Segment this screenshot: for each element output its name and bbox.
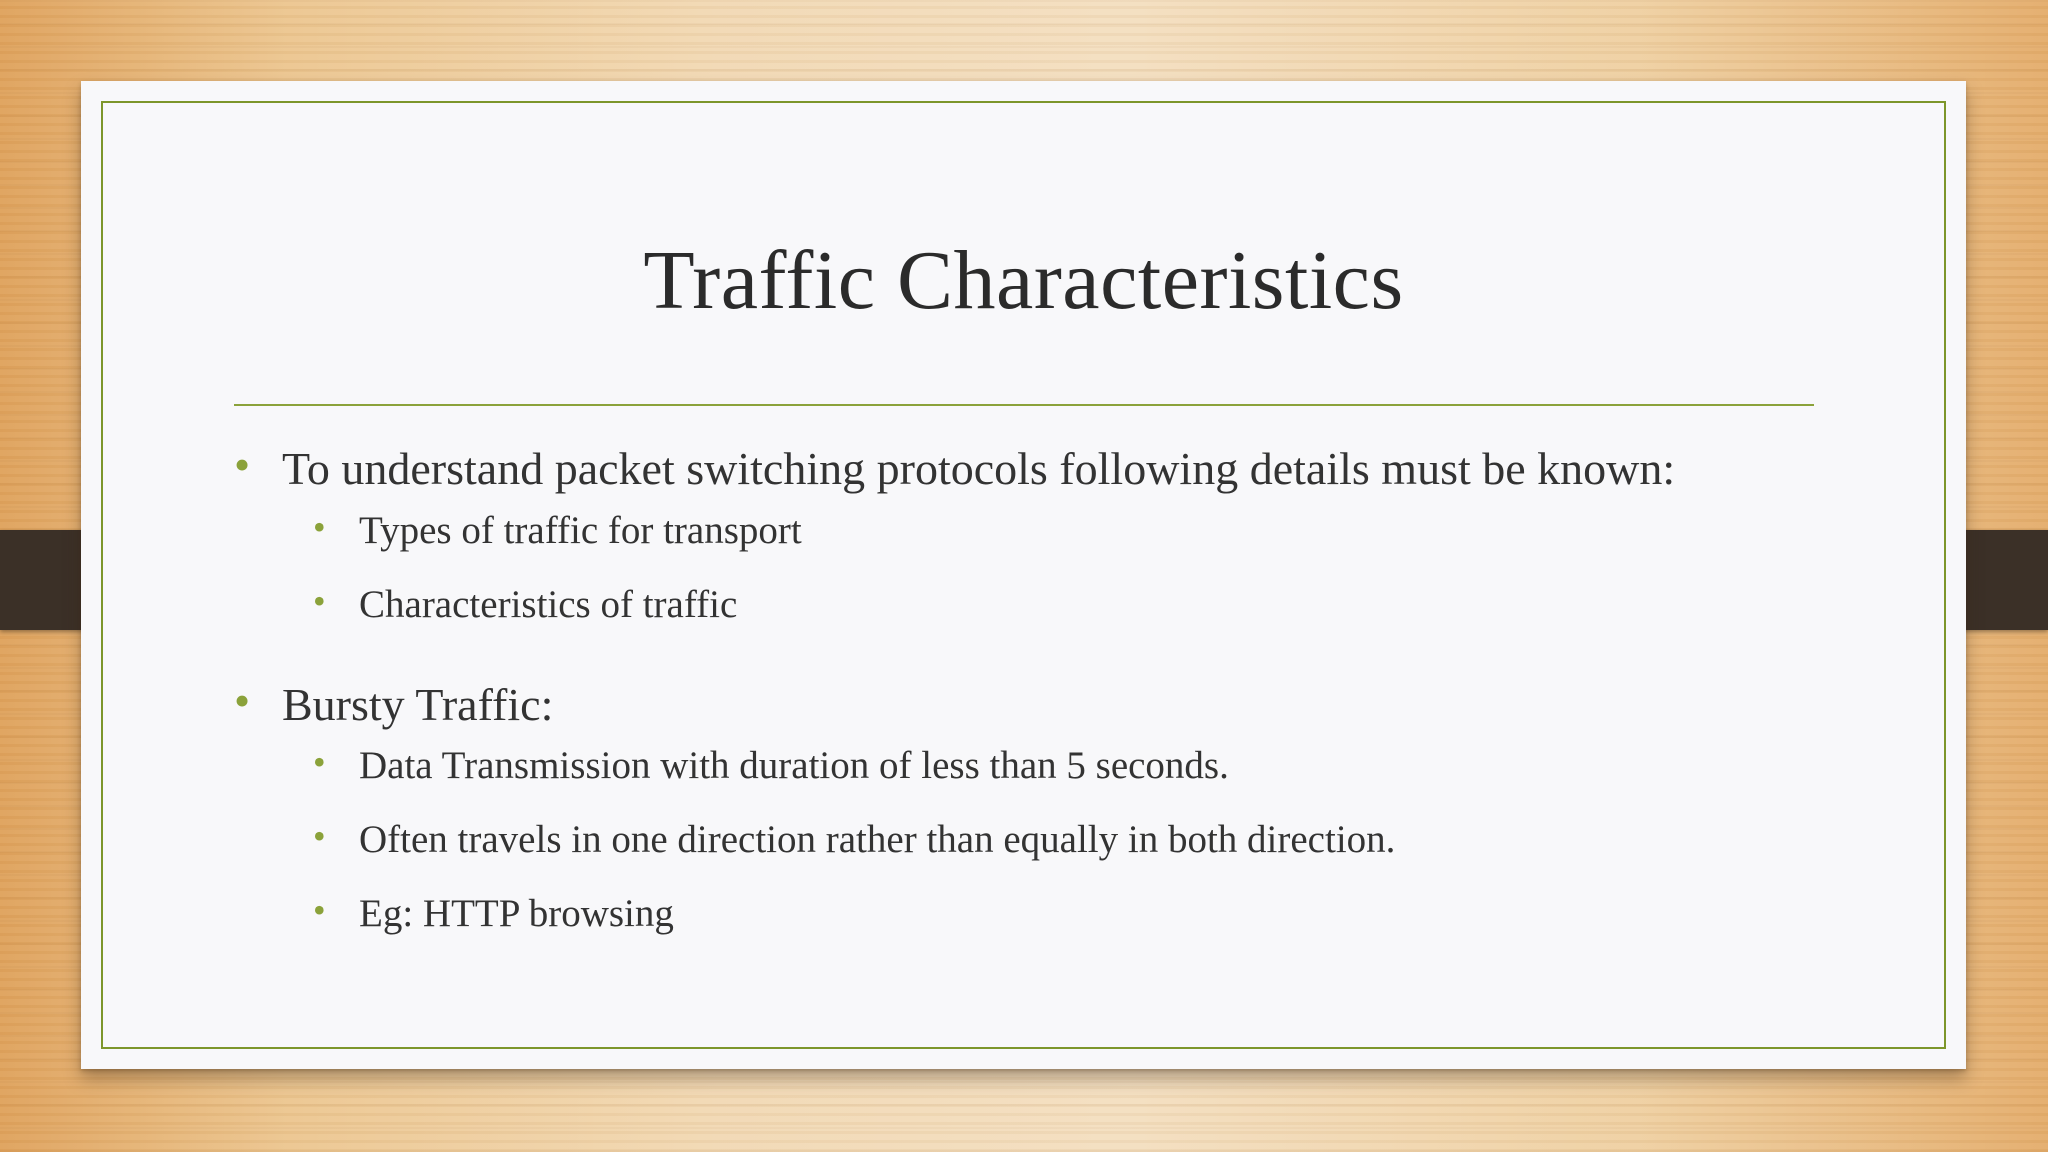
bullet-text: Characteristics of traffic (359, 583, 738, 626)
bullet-icon: • (313, 742, 326, 782)
title-divider (234, 404, 1814, 406)
sub-bullet-item (313, 816, 1396, 864)
slide-title: Traffic Characteristics (643, 234, 1404, 327)
sub-bullet-item (313, 890, 674, 938)
bullet-icon: • (313, 507, 326, 547)
bullet-text: Eg: HTTP browsing (359, 892, 674, 935)
bullet-text: Bursty Traffic: (282, 679, 554, 730)
bullet-item (234, 439, 1676, 497)
sub-bullet-item (313, 581, 738, 629)
bullet-text: Often travels in one direction rather than equally in both direction. (359, 818, 1396, 861)
bullet-icon: • (234, 439, 251, 490)
bullet-text: To understand packet switching protocols following details must be known: (282, 443, 1676, 494)
bullet-item (234, 675, 554, 733)
bullet-text: Types of traffic for transport (359, 509, 802, 552)
sub-bullet-item (313, 742, 1229, 790)
bullet-icon: • (313, 581, 326, 621)
bullet-icon: • (313, 816, 326, 856)
bullet-text: Data Transmission with duration of less than 5 seconds. (359, 744, 1229, 787)
sub-bullet-item (313, 507, 802, 555)
bullet-icon: • (234, 675, 251, 726)
slide (81, 81, 1966, 1069)
bullet-icon: • (313, 890, 326, 930)
